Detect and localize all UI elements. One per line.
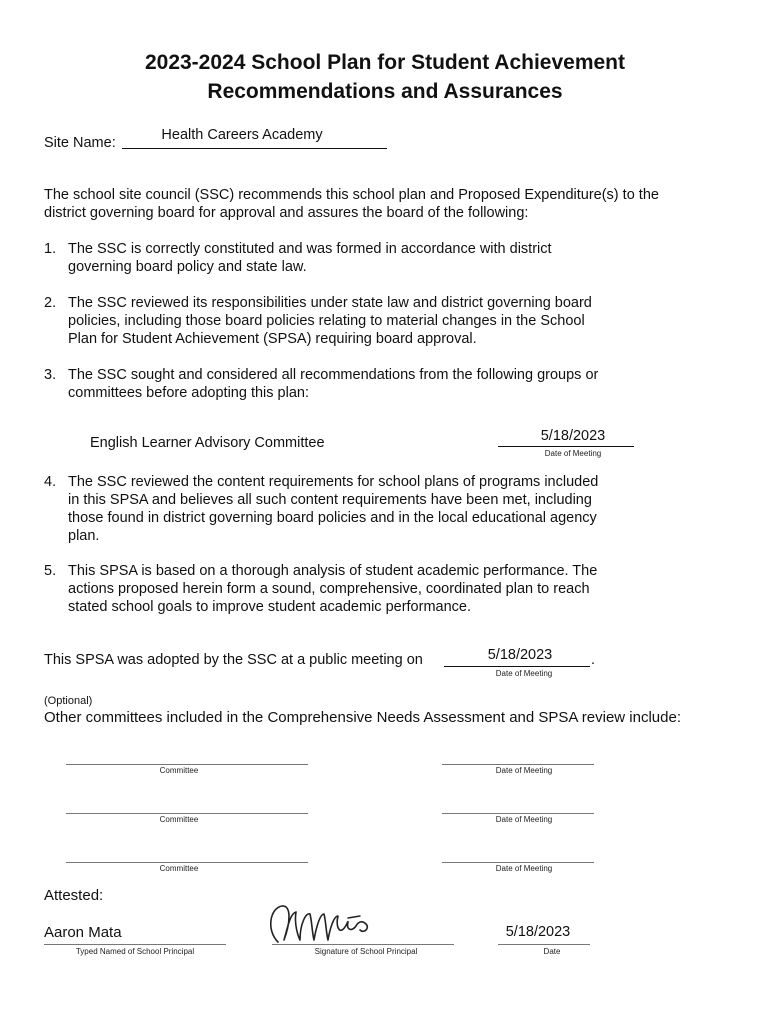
item-4-line: those found in district governing board policies and in the local educational agency (68, 510, 597, 526)
item-4-line: The SSC reviewed the content requirements for school plans of programs included (68, 474, 599, 490)
intro-line2: district governing board for approval and assures the board of the following: (44, 205, 529, 221)
item-5-line: stated school goals to improve student academic performance. (68, 599, 471, 615)
elac-date-label: Date of Meeting (544, 449, 602, 458)
other-committee-label-3: Committee (159, 864, 199, 873)
principal-signature (264, 900, 376, 946)
item-1-line: The SSC is correctly constituted and was formed in accordance with district (68, 241, 552, 257)
attested-label: Attested: (44, 887, 104, 904)
other-date-label-2: Date of Meeting (495, 815, 553, 824)
item-3-number: 3. (44, 367, 57, 383)
elac-date-field[interactable] (498, 428, 634, 447)
item-3-text (68, 366, 628, 402)
typed-name-label: Typed Named of School Principal (75, 947, 195, 956)
item-5-line: actions proposed herein form a sound, comprehensive, coordinated plan to reach (68, 581, 590, 597)
principal-typed-name: Aaron Mata (44, 924, 122, 941)
signature-line (272, 944, 454, 945)
adoption-period: . (591, 652, 596, 668)
item-5-number: 5. (44, 563, 57, 579)
item-3-line: committees before adopting this plan: (68, 385, 309, 401)
elac-committee-name: English Learner Advisory Committee (90, 435, 325, 451)
attest-date-line (498, 944, 590, 945)
other-date-field-1[interactable] (442, 752, 594, 765)
signature-label: Signature of School Principal (314, 947, 418, 956)
other-committee-label-2: Committee (159, 815, 199, 824)
adoption-text: This SPSA was adopted by the SSC at a public meeting on (44, 652, 423, 668)
other-committee-field-1[interactable] (66, 752, 308, 765)
other-committee-label-1: Committee (159, 766, 199, 775)
adoption-date-field[interactable] (444, 648, 590, 667)
attest-date-label: Date (543, 947, 561, 956)
other-committee-field-2[interactable] (66, 801, 308, 814)
item-2-text (68, 294, 628, 348)
item-3-line: The SSC sought and considered all recommendations from the following groups or (68, 367, 599, 383)
item-2-line: policies, including those board policies relating to material changes in the School (68, 313, 585, 329)
other-committee-field-3[interactable] (66, 850, 308, 863)
site-name-field[interactable] (122, 127, 387, 149)
site-name-label: Site Name: (44, 135, 116, 151)
page-title-line2: Recommendations and Assurances (207, 80, 563, 103)
other-date-field-3[interactable] (442, 850, 594, 863)
item-1-line: governing board policy and state law. (68, 259, 307, 275)
signature-drawing (264, 900, 376, 946)
attest-date-value: 5/18/2023 (505, 924, 571, 940)
site-name-value: Health Careers Academy (161, 127, 323, 143)
adoption-date-value: 5/18/2023 (487, 647, 553, 663)
other-committees-heading: Other committees included in the Comprehensive Needs Assessment and SPSA review include: (44, 709, 681, 726)
item-1-text (68, 240, 628, 276)
item-4-line: in this SPSA and believes all such content requirements have been met, including (68, 492, 592, 508)
elac-date-value: 5/18/2023 (540, 428, 606, 444)
typed-name-line (44, 944, 226, 945)
item-1-number: 1. (44, 241, 57, 257)
other-date-label-1: Date of Meeting (495, 766, 553, 775)
other-date-label-3: Date of Meeting (495, 864, 553, 873)
item-2-number: 2. (44, 295, 57, 311)
adoption-date-label: Date of Meeting (495, 669, 553, 678)
intro-line1: The school site council (SSC) recommends this school plan and Proposed Expenditure(s) to the (44, 187, 659, 203)
optional-label: (Optional) (44, 695, 93, 707)
item-5-text (68, 562, 628, 616)
item-4-number: 4. (44, 474, 57, 490)
item-5-line: This SPSA is based on a thorough analysis of student academic performance. The (68, 563, 598, 579)
item-4-text (68, 473, 628, 545)
other-date-field-2[interactable] (442, 801, 594, 814)
item-2-line: Plan for Student Achievement (SPSA) requiring board approval. (68, 331, 477, 347)
item-4-line: plan. (68, 528, 100, 544)
page-title-line1: 2023-2024 School Plan for Student Achievement (144, 51, 626, 74)
item-2-line: The SSC reviewed its responsibilities under state law and district governing board (68, 295, 592, 311)
